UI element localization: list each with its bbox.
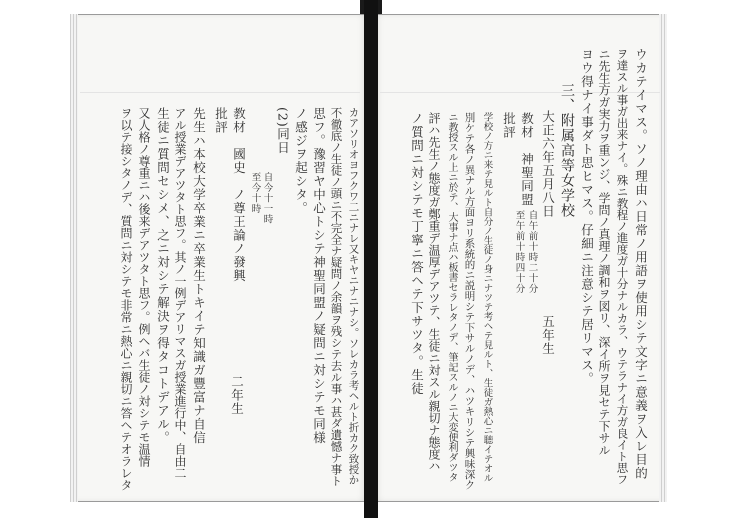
right-column-14: 評ハ先生ノ態度ガ鄭重デ温厚デアツテ、生徒ニ対スル親切ナ態度ハ [427, 112, 441, 472]
left-column-12: 生徒ニ質問セシメ、之ニ対シテ解決ヲ得タコトデアル。 [155, 107, 171, 445]
book-spine [364, 0, 378, 518]
right-column-4: ヨウ得ナイ事ダト思ヒマス。仔細ニ注意シテ居リマス。 [579, 48, 595, 386]
right-column-6: 大正六年五月八日 [540, 110, 556, 218]
right-column-2: ヲ達スル事ガ出来ナイ。殊ニ教程ノ進度ガ十分ナルカラ、ウテラナイ方ガ良イト思フ [615, 48, 630, 485]
right-column-7: 自午前十時二十分 [526, 210, 538, 294]
left-page-edge [70, 14, 78, 502]
left-column-11: アル授業デアツタト思フ。其ノ一例デアリマスガ授業進行中、自由二 [173, 107, 187, 479]
left-column-5: (2)同日 [275, 107, 291, 155]
right-column-15: ノ質問ニ対シテモ丁寧ニ答ヘテ下サツタ。生徒 [409, 112, 425, 396]
left-signature: 二年生 [229, 375, 245, 416]
left-column-10: 先生ハ本校大学卒業ニ卒業生トキイテ知識ガ豐富ナ自信 [191, 107, 207, 445]
right-column-8: 至午前十時四十分 [513, 210, 525, 294]
right-column-11: 学校ノ方ニ来テ見ルト自分ノ生徒ノ身ニナツテ考ヘテ見ルト、生徒ガ熱心ニ聴イテオル [481, 112, 493, 483]
right-signature: 五年生 [540, 315, 556, 356]
right-column-3: ニ先生方ガ実力ヲ重ンジ、学問ノ真理ノ調和ヲ図リ、深イ所ヲ見セテ下サル [597, 48, 611, 456]
left-column-8: 教材 國史 ノ尊王論ノ發興 [231, 107, 247, 283]
left-column-6: 自今十一時 [261, 172, 273, 225]
right-column-13: ニ教授スル上ニ於テ、大事ナ点ハ板書セラレタノデ、筆記スルノニ大変便利ダツタ [446, 112, 457, 482]
left-column-9: 批評 [213, 107, 229, 134]
right-column-10: 批評 [501, 112, 517, 139]
left-column-14: ヲ以テ接シタノデ、質問ニ対シテモ非常ニ熱心ニ親切ニ答ヘテオラレタ [119, 107, 133, 491]
right-column-12: 別ケテ各ノ異ナル方面ヨリ系統的ニ説明シテ下サルノデ、ハツキリシテ興味深ク [463, 112, 476, 490]
left-column-4: ノ感ジヲ起シタ。 [293, 107, 309, 215]
left-page-fold-line [80, 92, 360, 93]
left-column-7: 至今十時 [249, 172, 261, 214]
right-column-1: ウカテイマス。ソノ理由ハ日常ノ用語ヲ使用シテ文字ニ意義ヲ入レ目的 [633, 48, 649, 480]
right-column-5: 三、附属高等女学校 [559, 83, 575, 218]
right-column-9: 教材 神聖同盟 [519, 112, 535, 207]
left-column-3: 思フ。豫習ヤ中心トシテ神聖同盟ノ疑問ニ対シテモ同様 [311, 107, 327, 445]
left-column-2: 不徹底ノ生徒ノ頭ニ不完全ナ疑問ノ余韻ヲ残シテ去ル事ハ甚ダ遺憾ナ事ト [329, 107, 344, 487]
left-column-13: 又人格ノ尊重ニハ後来デアツタト思フ。例ヘバ生徒ノ対シテモ温情 [137, 107, 151, 467]
left-column-1: カアソリオヨフクワ二ニナレ又キヤニナニナシ。ソレカラ考ヘルト折カク致授か [347, 107, 360, 485]
right-page-edge [659, 14, 667, 502]
